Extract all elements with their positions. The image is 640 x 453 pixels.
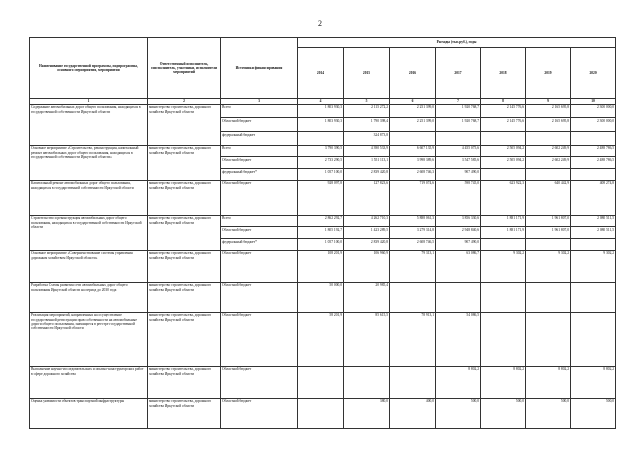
funding-source: Областной бюджет [221,312,298,366]
activity-name: Основное мероприятие «Совершенствование системы управления дорожным хозяйством Иркутской области» [30,250,148,282]
expense-value: 3 790 390,5 [298,145,344,157]
funding-source: Областной бюджет [221,282,298,312]
expense-value: 108 201,9 [298,250,344,282]
column-number: 2 [148,99,221,104]
funding-source: федеральный бюджет [221,132,298,146]
expense-value: 2 145 776,6 [481,104,526,118]
expense-value: 6 607 135,9 [390,145,436,157]
expense-value: 2 251 399,0 [390,118,436,132]
expense-value: 2 948 840,6 [436,227,481,239]
expense-value: 63 086,7 [436,250,481,282]
responsible-executor: министерство строительства, дорожного хозяйства Иркутской области [148,312,221,366]
responsible-executor: министерство строительства, дорожного хозяйства Иркутской области [148,398,221,428]
expense-value: 2 608 746,3 [390,168,436,180]
expense-value: 1 881 171,9 [481,215,526,227]
expense-value [390,366,436,398]
table-row [30,366,616,398]
expense-value [481,168,526,180]
expense-value: 2 733 290,5 [298,157,344,169]
expense-value: 907 490,0 [436,168,481,180]
header-year: 2019 [526,48,571,99]
expense-value: 2 602 249,9 [526,145,571,157]
expense-value: 1 423 289,5 [344,227,390,239]
responsible-executor: министерство строительства, дорожного хозяйства Иркутской области [148,215,221,250]
column-number: 5 [344,99,390,104]
expense-value: 5 888 061,3 [390,215,436,227]
expense-value: 400,0 [390,398,436,428]
table-row [30,398,616,428]
funding-source: Областной бюджет [221,180,298,215]
funding-source: Всего [221,215,298,227]
expense-value [344,366,390,398]
expense-value: 54 086,5 [436,312,481,366]
expense-value: 408 274,8 [571,180,616,215]
expense-value [526,282,571,312]
expense-value: 2 300 000,0 [571,118,616,132]
funding-source: федеральный бюджет* [221,238,298,250]
expense-value: 640 442,9 [526,180,571,215]
expense-value: 4 390 533,9 [344,145,390,157]
page-number: 2 [318,19,322,28]
expense-value: 1 790 398,4 [344,118,390,132]
budget-table [29,37,616,429]
responsible-executor: министерство строительства, дорожного хозяйства Иркутской области [148,104,221,145]
table-row [30,215,616,227]
expense-value: 1 920 768,7 [436,118,481,132]
expense-value: 8 802,2 [481,366,526,398]
funding-source: Областной бюджет [221,366,298,398]
expense-value: 8 802,2 [526,366,571,398]
expense-value: 2 839 420,8 [344,238,390,250]
expense-value [390,132,436,146]
funding-source: Всего [221,145,298,157]
expense-value: 2 165 695,8 [526,104,571,118]
column-number: 9 [526,99,571,104]
header-year: 2020 [571,48,616,99]
column-number: 4 [298,99,344,104]
responsible-executor: министерство строительства, дорожного хозяйства Иркутской области [148,145,221,180]
table-row [30,250,616,282]
expense-value: 719 074,6 [390,180,436,215]
header-name: Наименование государственной программы, подпрограммы, основного мероприятия, мероприятия [30,38,148,99]
expense-value: 2 165 695,8 [526,118,571,132]
activity-name: Реализация мероприятий, направленных на осуществление государственной регистрации прав собственности на автомобильные дороги общего пользования, значащиеся в реестре государственной собственности Иркутской области [30,312,148,366]
header-year: 2018 [481,48,526,99]
header-year: 2015 [344,48,390,99]
funding-source: Всего [221,104,298,118]
activity-name: Содержание автомобильных дорог общего пользования, находящихся в государственной собственности Иркутской области [30,104,148,145]
expense-value [390,282,436,312]
funding-source: Областной бюджет [221,157,298,169]
activity-name: Строительство и реконструкция автомобильных дорог общего пользования, находящихся в государственной собственности Иркутской области [30,215,148,250]
expense-value: 106 960,9 [344,250,390,282]
expense-value: 85 615,5 [344,312,390,366]
expense-value: 1 805 192,7 [298,227,344,239]
responsible-executor: министерство строительства, дорожного хозяйства Иркутской области [148,366,221,398]
expense-value: 500,0 [481,398,526,428]
expense-value: 8 802,2 [436,366,481,398]
header-year: 2016 [390,48,436,99]
column-number: 1 [30,99,148,104]
expense-value: 380,0 [344,398,390,428]
column-number: 7 [436,99,481,104]
expense-value [481,282,526,312]
expense-value: 1 881 171,9 [481,227,526,239]
expense-value: 2 080 511,5 [571,227,616,239]
expense-value: 500,0 [436,398,481,428]
expense-value [436,282,481,312]
column-number: 6 [390,99,436,104]
column-number: 10 [571,99,616,104]
expense-value: 4 262 710,3 [344,215,390,227]
activity-name: Капитальный ремонт автомобильных дорог общего пользования, находящихся в государственной собственности Иркутской области [30,180,148,215]
expense-value: 2 839 420,8 [344,168,390,180]
activity-name: Оценка уязвимости объектов транспортной инфраструктуры [30,398,148,428]
header-year: 2017 [436,48,481,99]
expense-value: 2 115 272,2 [344,104,390,118]
table-row [30,312,616,366]
expense-value: 9 302,2 [481,250,526,282]
expense-value: 324 873,8 [344,132,390,146]
expense-value [298,398,344,428]
responsible-executor: министерство строительства, дорожного хозяйства Иркутской области [148,250,221,282]
responsible-executor: министерство строительства, дорожного хозяйства Иркутской области [148,282,221,312]
header-source: Источники финансирования [221,38,298,99]
expense-value: 1 920 768,7 [436,104,481,118]
expense-value: 2 488 786,5 [571,145,616,157]
funding-source: Областной бюджет [221,250,298,282]
column-number: 3 [221,99,298,104]
activity-name: Основное мероприятие «Строительство, реконструкция, капитальный ремонт автомобильных дорог общего пользования, находящихся в государственной собственности Иркутской области» [30,145,148,180]
table-row [30,104,616,118]
expense-value: 928 097,8 [298,180,344,215]
expense-value [298,366,344,398]
table-header [30,38,616,105]
expense-value [571,312,616,366]
expense-value: 8 802,2 [571,366,616,398]
expense-value: 9 302,2 [526,250,571,282]
expense-value: 2 488 786,5 [571,157,616,169]
expense-value: 3 279 314,8 [390,227,436,239]
column-number: 8 [481,99,526,104]
expense-value: 3 856 330,6 [436,215,481,227]
expense-value: 500,0 [526,398,571,428]
expense-value: 78 913,1 [390,312,436,366]
expense-value: 127 823,6 [344,180,390,215]
responsible-executor: министерство строительства, дорожного хозяйства Иркутской области [148,180,221,215]
funding-source: Областной бюджет [221,398,298,428]
expense-value: 1 803 930,3 [298,104,344,118]
funding-source: Областной бюджет [221,118,298,132]
table-row [30,282,616,312]
expense-value: 4 455 075,6 [436,145,481,157]
expense-value: 9 302,2 [571,250,616,282]
expense-value [526,132,571,146]
expense-value [571,282,616,312]
expense-value: 2 602 249,9 [526,157,571,169]
expense-value: 500,0 [571,398,616,428]
expense-value: 2 505 094,2 [481,157,526,169]
expense-value: 1 057 100,0 [298,168,344,180]
expense-value: 1 803 930,3 [298,118,344,132]
expense-value [298,132,344,146]
table-row [30,180,616,215]
header-responsible: Ответственный исполнитель, соисполнитель, участники, исполнители мероприятий [148,38,221,99]
expense-value [571,238,616,250]
activity-name: Выполнение научно-исследовательских и опытно-конструкторских работ в сфере дорожного хозяйства [30,366,148,398]
expense-value: 50 000,0 [298,282,344,312]
expense-value: 2 862 292,7 [298,215,344,227]
expense-value [481,132,526,146]
expense-value: 2 608 746,5 [390,238,436,250]
expense-value: 3 998 389,6 [390,157,436,169]
expense-value: 2 145 776,6 [481,118,526,132]
header-expenses: Расходы (тыс.руб.), годы [298,38,616,48]
expense-value: 2 251 399,0 [390,104,436,118]
expense-value: 623 922,3 [481,180,526,215]
expense-value: 1 961 807,0 [526,227,571,239]
expense-value [481,312,526,366]
expense-value: 2 300 000,0 [571,104,616,118]
activity-name: Разработка Схемы развития сети автомобильных дорог общего пользования Иркутской области на период до 2030 года [30,282,148,312]
expense-value [526,312,571,366]
funding-source: Областной бюджет [221,227,298,239]
expense-value: 2 080 511,5 [571,215,616,227]
header-year: 2014 [298,48,344,99]
expense-value: 3 547 585,6 [436,157,481,169]
table-body [30,104,616,428]
expense-value: 79 313,1 [390,250,436,282]
expense-value [436,132,481,146]
expense-value: 2 505 094,2 [481,145,526,157]
expense-value: 1 057 100,0 [298,238,344,250]
expense-value: 907 490,0 [436,238,481,250]
expense-value: 598 745,0 [436,180,481,215]
expense-value: 20 985,4 [344,282,390,312]
expense-value: 1 551 113,1 [344,157,390,169]
funding-source: федеральный бюджет* [221,168,298,180]
expense-value [571,168,616,180]
table-row [30,145,616,157]
expense-value: 58 201,9 [298,312,344,366]
expense-value [571,132,616,146]
expense-value: 1 961 807,0 [526,215,571,227]
expense-value [526,168,571,180]
expense-value [526,238,571,250]
expense-value [481,238,526,250]
